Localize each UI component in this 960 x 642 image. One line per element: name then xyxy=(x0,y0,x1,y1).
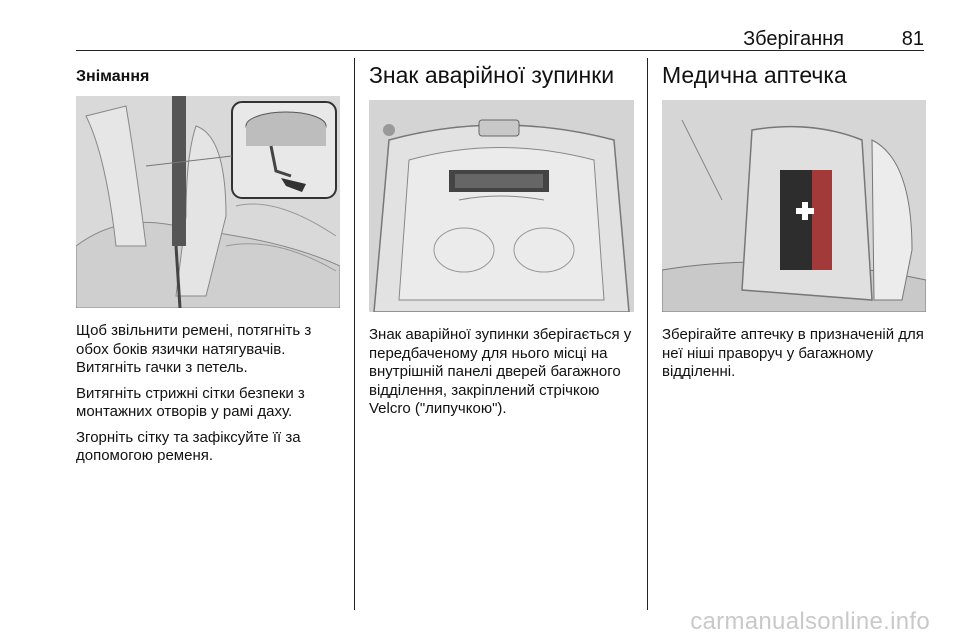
paragraph: Щоб звільнити ремені, потягніть з обох боків язички натягувачів. Витягніть гачки з петель. xyxy=(76,322,312,376)
watermark: carmanualsonline.info xyxy=(690,608,930,635)
paragraph: Витягніть стрижні сітки безпеки з монтажних отворів у рамі даху. xyxy=(76,384,305,420)
paragraph: Зберігайте аптечку в призначеній для неї ніші праворуч у багажному відділенні. xyxy=(662,326,924,380)
column-first-aid xyxy=(662,60,926,380)
column-divider xyxy=(354,58,355,610)
paragraph: Згорніть сітку та зафіксуйте її за допомогою ременя. xyxy=(76,428,301,464)
first-aid-text xyxy=(662,326,932,389)
paragraph: Знак аварійної зупинки зберігається у передбаченому для нього місці на внутрішній панелі дверей багажного відділення, закріплений стрічкою Velcro ("липучкою"). xyxy=(369,326,632,417)
first-aid-kit-illustration xyxy=(662,100,926,312)
warning-triangle-text xyxy=(369,326,639,426)
column-divider xyxy=(647,58,648,610)
safety-net-illustration xyxy=(76,96,340,308)
page-header xyxy=(76,24,924,50)
column-removal xyxy=(76,60,340,464)
page-number: 81 xyxy=(901,28,924,50)
removal-instructions xyxy=(76,322,346,473)
tailgate-illustration xyxy=(369,100,634,312)
column-warning-triangle xyxy=(369,60,634,417)
section-heading: Медична аптечка xyxy=(662,62,847,88)
header-rule xyxy=(76,50,924,51)
section-heading: Знімання xyxy=(76,68,150,85)
section-heading: Знак аварійної зупинки xyxy=(369,62,615,88)
chapter-title: Зберігання xyxy=(743,28,844,50)
